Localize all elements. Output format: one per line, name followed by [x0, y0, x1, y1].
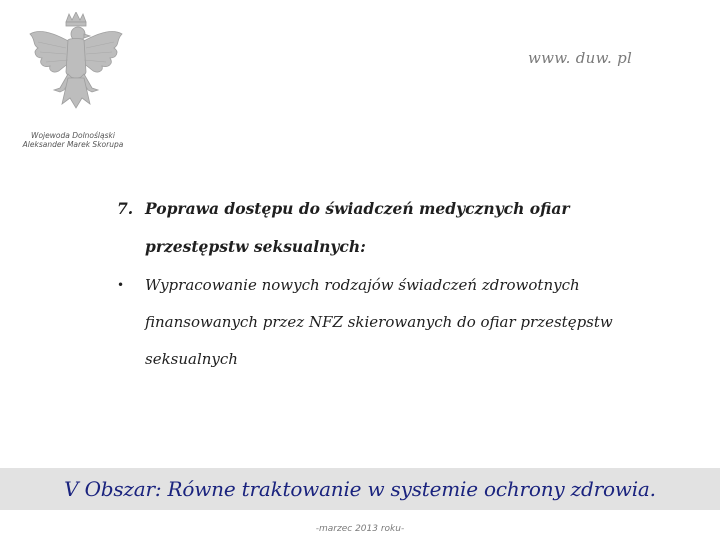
bullet-icon: •: [117, 278, 125, 292]
list-item-text: Wypracowanie nowych rodzajów świadczeń zdrowotnych finansowanych przez NFZ skierowanych do ofiar przestępstw seksualnych: [145, 276, 613, 368]
list-item: [117, 267, 677, 378]
emblem-caption: [18, 131, 128, 149]
section-number: 7.: [117, 199, 134, 218]
website-url[interactable]: www. duw. pl: [528, 49, 633, 67]
footer-date: -marzec 2013 roku-: [315, 524, 405, 534]
content-section: [117, 190, 677, 378]
polish-eagle-emblem: [26, 12, 126, 130]
banner-title: V Obszar: Równe traktowanie w systemie ochrony zdrowia.: [64, 477, 656, 501]
section-heading: [117, 190, 677, 266]
area-banner: [0, 468, 720, 510]
caption-line-2: Aleksander Marek Skorupa: [22, 140, 124, 149]
caption-line-1: Wojewoda Dolnośląski: [31, 131, 115, 140]
section-title: Poprawa dostępu do świadczeń medycznych ofiar przestępstw seksualnych:: [145, 199, 570, 256]
